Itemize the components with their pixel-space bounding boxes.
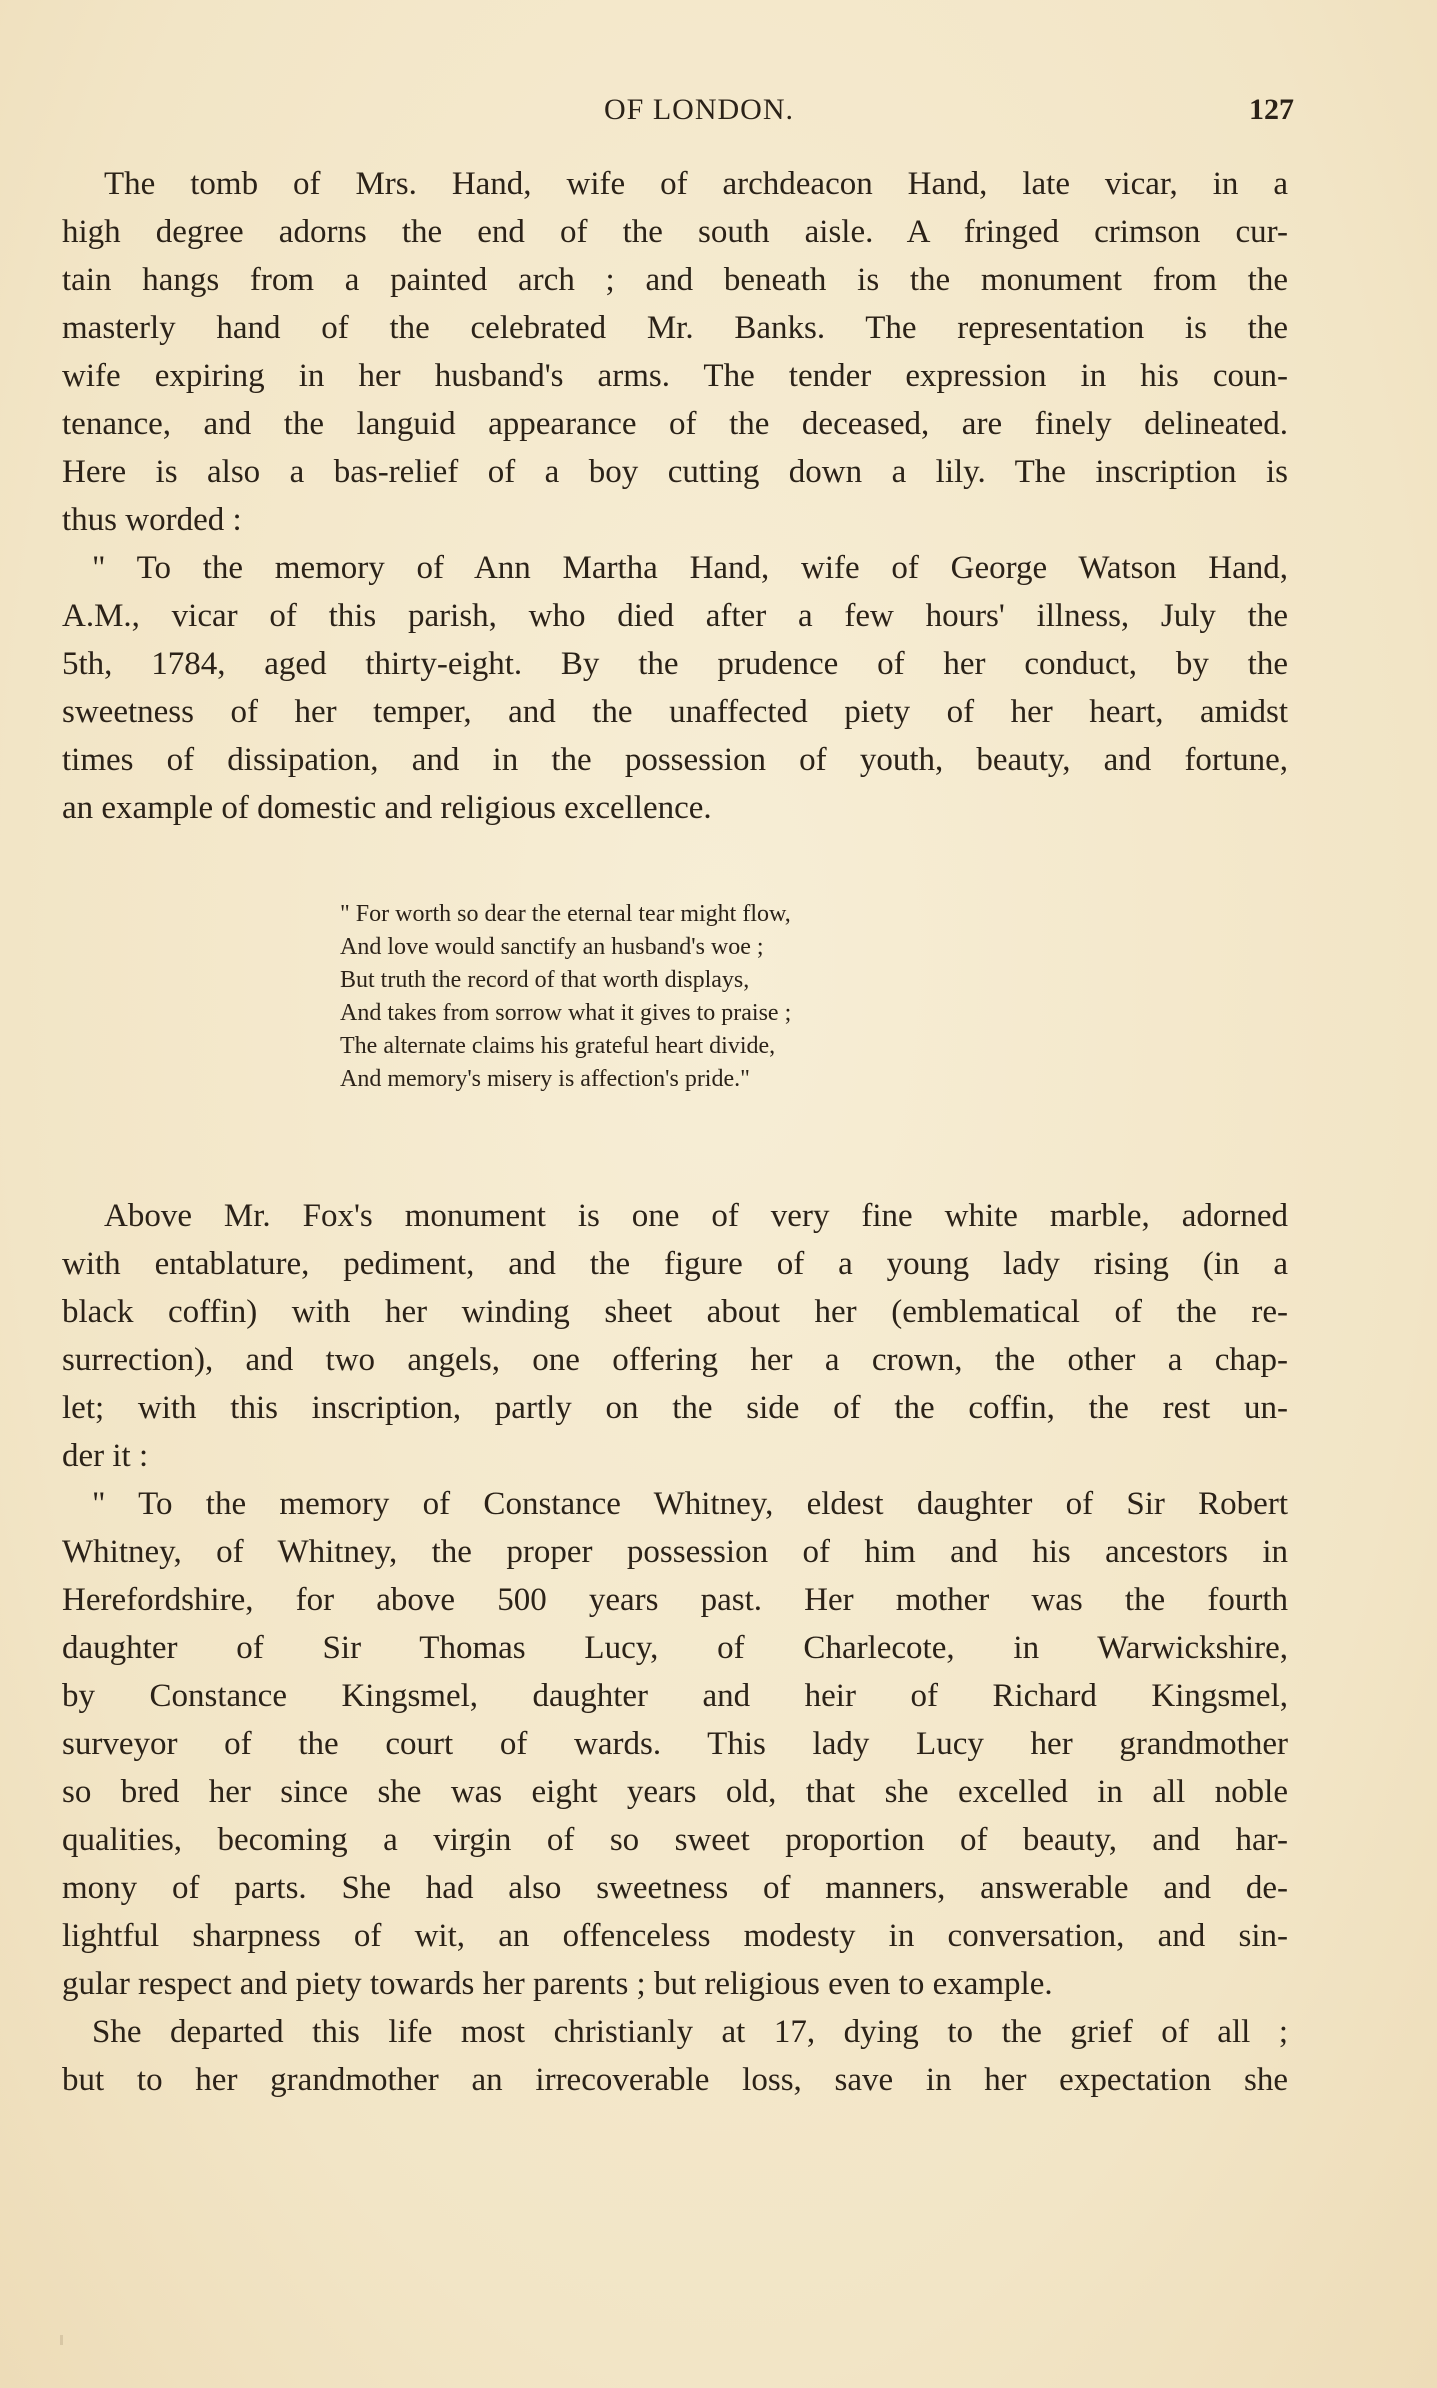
verse-line: The alternate claims his grateful heart divide, [340,1033,776,1059]
text-line: gular respect and piety towards her parents ; but religious even to example. [62,1966,1053,2002]
text-line: surveyor of the court of wards. This lady Lucy her grandmother [62,1726,1288,1762]
text-line: A.M., vicar of this parish, who died after a few hours' illness, July the [62,598,1288,634]
text-line: qualities, becoming a virgin of so sweet proportion of beauty, and har- [62,1822,1288,1858]
text-line: " To the memory of Constance Whitney, eldest daughter of Sir Robert [92,1486,1288,1522]
text-line: tenance, and the languid appearance of the deceased, are finely delineated. [62,406,1288,442]
text-line: The tomb of Mrs. Hand, wife of archdeacon Hand, late vicar, in a [104,166,1288,202]
text-line: Here is also a bas-relief of a boy cutting down a lily. The inscription is [62,454,1288,490]
upper-text-block [62,160,1288,832]
text-line: tain hangs from a painted arch ; and beneath is the monument from the [62,262,1288,298]
text-line: but to her grandmother an irrecoverable loss, save in her expectation she [62,2062,1288,2098]
text-line: times of dissipation, and in the possession of youth, beauty, and fortune, [62,742,1288,778]
paragraph-hand-inscription [62,544,1288,832]
paper-blemish [60,2335,63,2345]
text-line: an example of domestic and religious excellence. [62,790,712,826]
text-line: lightful sharpness of wit, an offenceless modesty in conversation, and sin- [62,1918,1288,1954]
text-line: by Constance Kingsmel, daughter and heir of Richard Kingsmel, [62,1678,1288,1714]
text-line: wife expiring in her husband's arms. The tender expression in his coun- [62,358,1288,394]
text-line: masterly hand of the celebrated Mr. Banks. The representation is the [62,310,1288,346]
text-line: sweetness of her temper, and the unaffected piety of her heart, amidst [62,694,1288,730]
text-line: Herefordshire, for above 500 years past. Her mother was the fourth [62,1582,1288,1618]
verse-epitaph [340,898,1040,1096]
text-line: der it : [62,1438,149,1474]
text-line: with entablature, pediment, and the figure of a young lady rising (in a [62,1246,1288,1282]
text-line: black coffin) with her winding sheet about her (emblematical of the re- [62,1294,1288,1330]
text-line: daughter of Sir Thomas Lucy, of Charlecote, in Warwickshire, [62,1630,1288,1666]
text-line: thus worded : [62,502,242,538]
text-line: so bred her since she was eight years old, that she excelled in all noble [62,1774,1288,1810]
paragraph-fox-monument [62,1192,1288,1480]
verse-line: And memory's misery is affection's pride." [340,1066,750,1092]
text-line: let; with this inscription, partly on the side of the coffin, the rest un- [62,1390,1288,1426]
text-line: Above Mr. Fox's monument is one of very fine white marble, adorned [104,1198,1288,1234]
verse-line: " For worth so dear the eternal tear might flow, [340,901,791,927]
verse-line: But truth the record of that worth displays, [340,967,750,993]
text-line: surrection), and two angels, one offering her a crown, the other a chap- [62,1342,1288,1378]
page-header [104,93,1294,139]
paragraph-whitney-death [62,2008,1288,2104]
paragraph-whitney-inscription [62,1480,1288,2008]
text-line: high degree adorns the end of the south aisle. A fringed crimson cur- [62,214,1288,250]
text-line: " To the memory of Ann Martha Hand, wife of George Watson Hand, [92,550,1288,586]
text-line: She departed this life most christianly at 17, dying to the grief of all ; [92,2014,1288,2050]
text-line: Whitney, of Whitney, the proper possession of him and his ancestors in [62,1534,1288,1570]
page-number: 127 [1249,93,1294,126]
lower-text-block [62,1192,1288,2104]
verse-line: And love would sanctify an husband's woe ; [340,934,764,960]
verse-line: And takes from sorrow what it gives to praise ; [340,1000,792,1026]
text-line: mony of parts. She had also sweetness of manners, answerable and de- [62,1870,1288,1906]
text-line: 5th, 1784, aged thirty-eight. By the prudence of her conduct, by the [62,646,1288,682]
running-head: OF LONDON. [604,93,794,126]
paragraph-tomb-of-mrs-hand [62,160,1288,544]
